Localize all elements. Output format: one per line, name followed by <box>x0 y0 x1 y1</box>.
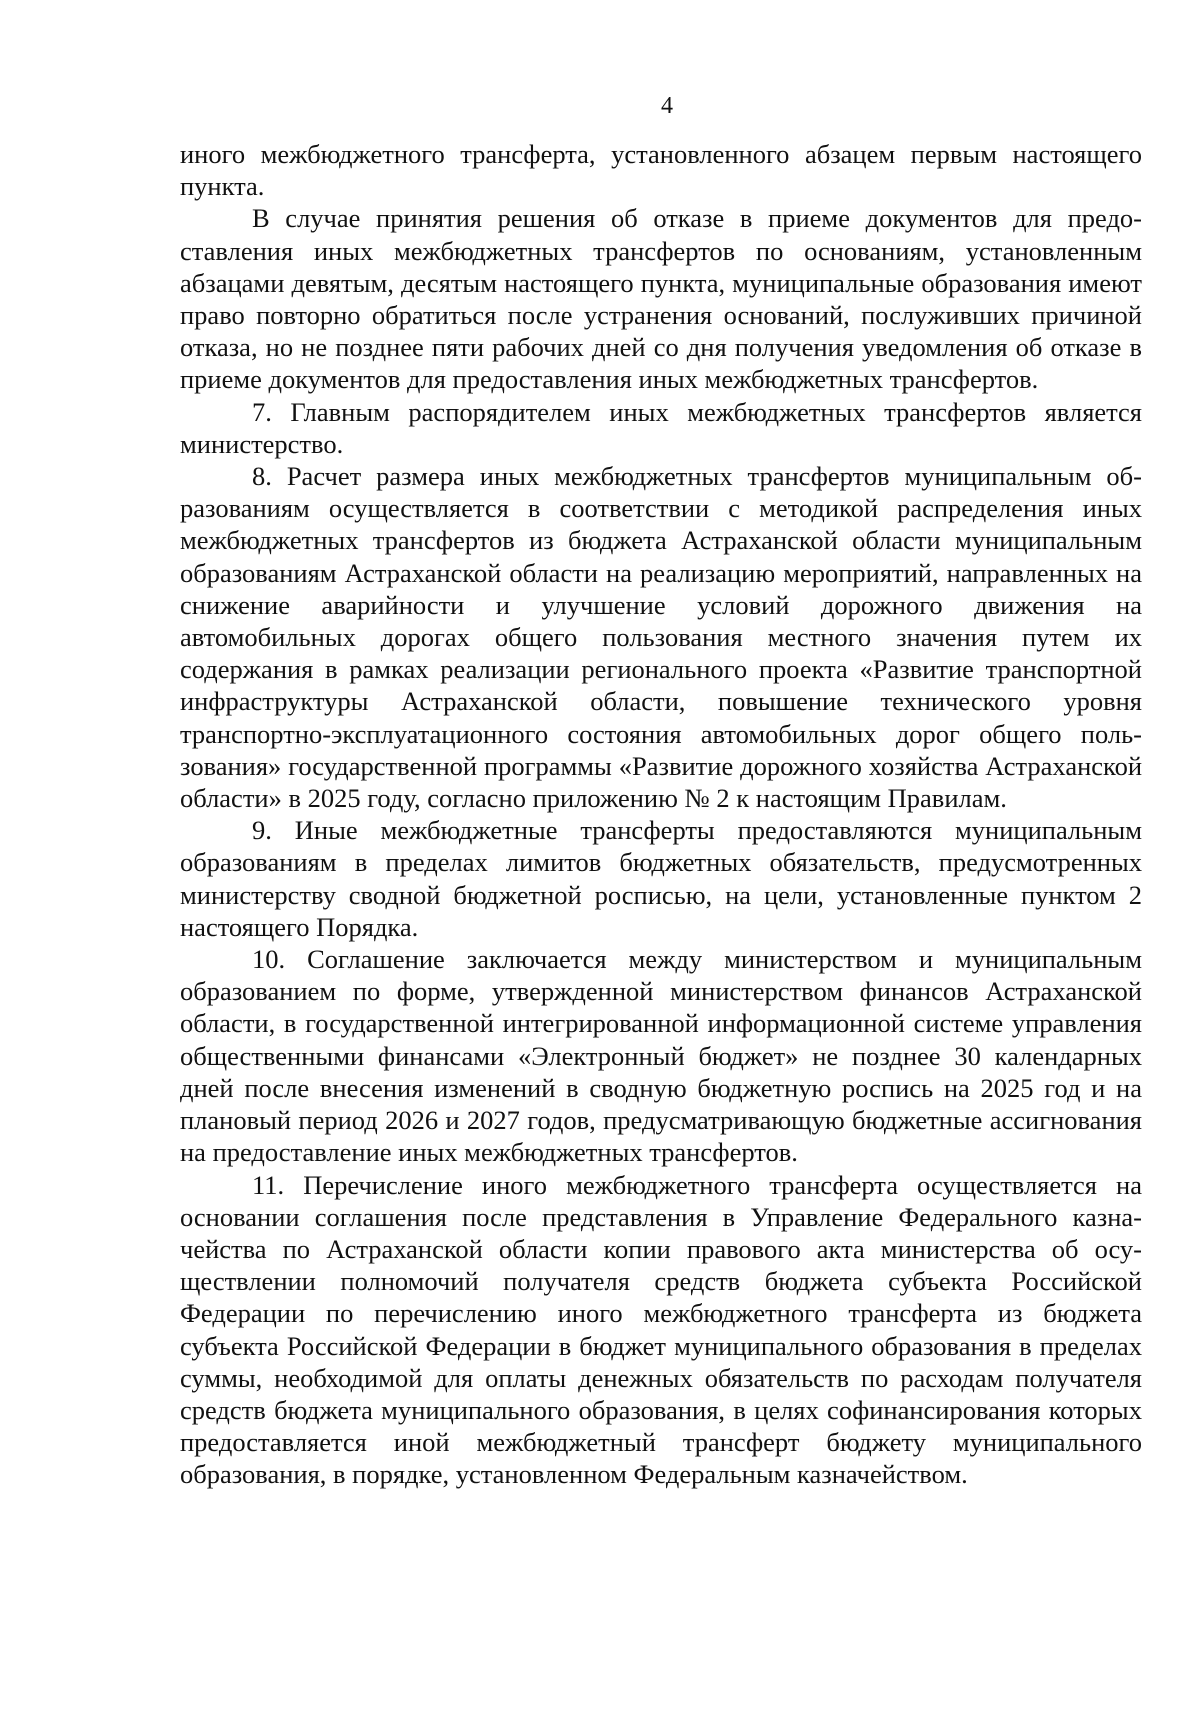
paragraph-item-8: 8. Расчет размера иных межбюджетных трансфертов муниципальным образованиям осуществляется в соответствии с методикой распределения иных межбюджетных трансфертов из бюджета Астраханской области муниципальным образованиям Астраханской области на реализацию мероприятий, направленных на снижение аварийности и улучшение условий дорожного движения на автомобильных дорогах общего пользования местного значения путем их содержания в рамках реализации регионального проекта «Развитие транспортной инфраструктуры Астраханской области, повышение технического уровня транспортно-эксплуатационного состояния автомобильных дорог общего пользования» государственной программы «Развитие дорожного хозяйства Астраханской области» в 2025 году, согласно приложению № 2 к настоящим Правилам. <box>180 461 1142 814</box>
paragraph-item-7: 7. Главным распорядителем иных межбюджетных трансфертов является министерство. <box>180 396 1142 459</box>
paragraph-item-9: 9. Иные межбюджетные трансферты предоставляются муниципальным образованиям в пределах лимитов бюджетных обязательств, предусмотренных министерству сводной бюджетной росписью, на цели, установленные пунктом 2 настоящего Порядка. <box>180 815 1142 942</box>
paragraph-item-10: 10. Соглашение заключается между министерством и муниципальным образованием по форме, утвержденной министерством финансов Астраханской области, в государственной интегрированной информационной системе управления общественными финансами «Электронный бюджет» не позднее 30 календарных дней после внесения изменений в сводную бюджетную роспись на 2025 год и на плановый период 2026 и 2027 годов, предусматривающую бюджетные ассигнования на предоставление иных межбюджетных трансфертов. <box>180 944 1142 1168</box>
paragraph-item-11: 11. Перечисление иного межбюджетного трансферта осуществляется на основании соглашения после представления в Управление Федерального казначейства по Астраханской области копии правового акта министерства об осуществлении полномочий получателя средств бюджета субъекта Российской Федерации по перечислению иного межбюджетного трансферта из бюджета субъекта Российской Федерации в бюджет муниципального образования в пределах суммы, необходимой для оплаты денежных обязательств по расходам получателя средств бюджета муниципального образования, в целях софинансирования которых предоставляется иной межбюджетный трансферт бюджету муниципального образования, в порядке, установленном Федеральным казначейством. <box>180 1169 1142 1490</box>
paragraph-refusal-resubmission: В случае принятия решения об отказе в приеме документов для предоставления иных межбюджетных трансфертов по основаниям, установленным абзацами девятым, десятым настоящего пункта, муниципальные образования имеют право повторно обратиться после устранения оснований, послуживших причиной отказа, но не позднее пяти рабочих дней со дня получения уведомления об отказе в приеме документов для предоставления иных межбюджетных трансфертов. <box>180 203 1142 395</box>
page-number: 4 <box>661 93 673 119</box>
document-body <box>180 138 1142 1491</box>
paragraph-continuation: иного межбюджетного трансферта, установленного абзацем первым настоящего пункта. <box>180 139 1142 202</box>
